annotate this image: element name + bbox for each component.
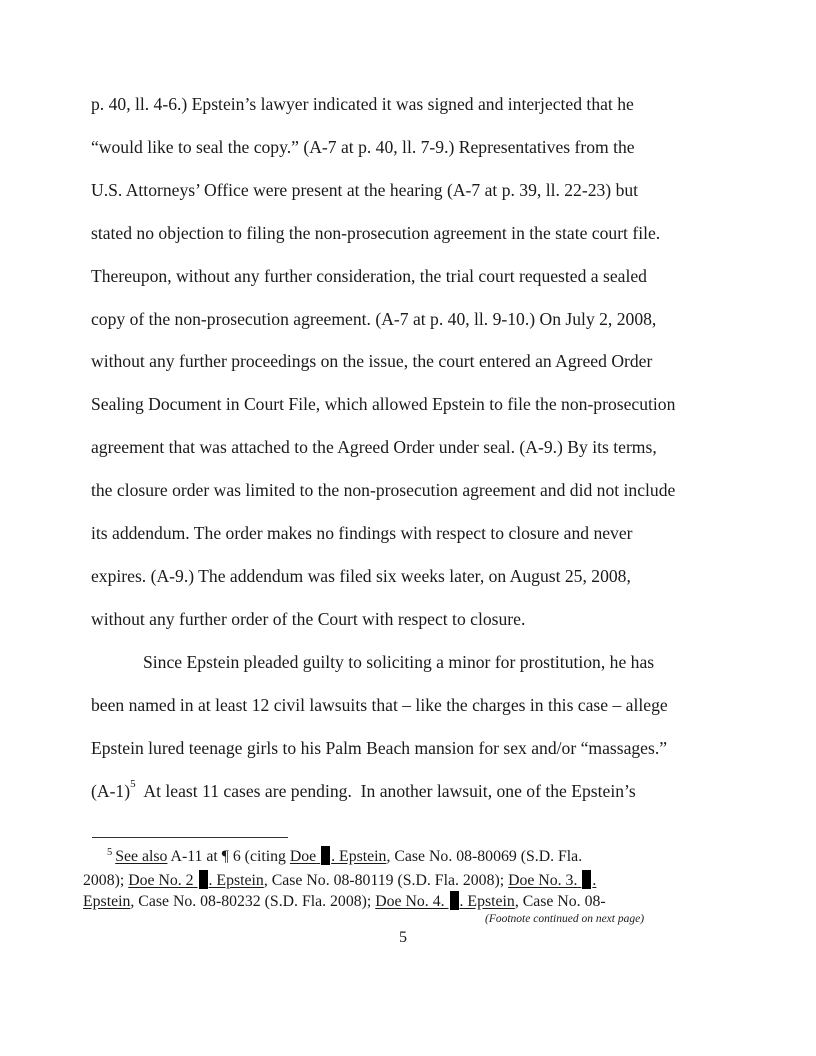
body-line: Since Epstein pleaded guilty to soliciting a minor for prostitution, he has [143, 651, 655, 672]
footnote-continued-note: (Footnote continued on next page) [485, 913, 645, 925]
redaction-bar [450, 891, 459, 910]
body-line: agreement that was attached to the Agreed Order under seal. (A-9.) By its terms, [91, 437, 657, 458]
body-line: its addendum. The order makes no findings with respect to closure and never [91, 523, 633, 544]
case-name: Epstein [83, 893, 131, 911]
redaction-bar [321, 846, 330, 865]
case-name: Doe [289, 848, 317, 865]
footnote-text: , Case No. 08-80232 (S.D. Fla. 2008); [130, 893, 376, 911]
footnote-line [83, 870, 723, 892]
case-name: . Epstein [459, 893, 515, 911]
case-doe-4 [375, 893, 515, 910]
body-line: been named in at least 12 civil lawsuits that – like the charges in this case – allege [91, 694, 668, 715]
body-line: copy of the non-prosecution agreement. (A-7 at p. 40, ll. 9-10.) On July 2, 2008, [91, 308, 657, 329]
footnote-text: , Case No. 08- [514, 893, 606, 911]
footnote-number: 5 [107, 847, 113, 858]
body-text [91, 83, 731, 812]
redaction-bar [582, 870, 591, 889]
body-line: Sealing Document in Court File, which allowed Epstein to file the non-prosecution [91, 394, 676, 415]
see-also-signal: See also [115, 848, 168, 865]
body-line: p. 40, ll. 4-6.) Epstein’s lawyer indicated it was signed and interjected that he [91, 94, 634, 114]
case-name: . Epstein [208, 871, 264, 889]
footnote-text: A-11 at ¶ 6 (citing [167, 848, 290, 865]
case-doe-1 [290, 848, 387, 865]
body-line-tail: At least 11 cases are pending. In another lawsuit, one of the Epstein’s [135, 780, 636, 801]
body-line: expires. (A-9.) The addendum was filed six weeks later, on August 25, 2008, [91, 565, 631, 586]
case-name: . Epstein [331, 848, 387, 865]
body-line-with-footnote-ref [91, 770, 731, 813]
redaction-bar [199, 870, 208, 889]
body-line: Thereupon, without any further consideration, the trial court requested a sealed [91, 265, 647, 286]
case-name: Doe No. 3. [508, 871, 578, 889]
body-line: without any further order of the Court with respect to closure. [91, 608, 526, 629]
body-line: stated no objection to filing the non-prosecution agreement in the state court file. [91, 222, 661, 243]
footnote-5 [83, 846, 723, 913]
record-citation: (A-1) [91, 780, 131, 801]
footnote-text: 2008); [83, 871, 129, 889]
case-doe-3 [508, 872, 596, 889]
footnote-text: , Case No. 08-80069 (S.D. Fla. [386, 848, 583, 865]
body-line: without any further proceedings on the issue, the court entered an Agreed Order [91, 351, 653, 372]
case-name: Doe No. 2 [128, 871, 194, 889]
footnote-divider [92, 837, 288, 838]
footnote-line [83, 846, 723, 870]
case-name: Doe No. 4. [375, 893, 445, 911]
body-line: U.S. Attorneys’ Office were present at the hearing (A-7 at p. 39, ll. 22-23) but [91, 179, 639, 200]
footnote-reference: 5 [130, 777, 136, 790]
footnote-text: , Case No. 08-80119 (S.D. Fla. 2008); [263, 871, 509, 889]
body-line: Epstein lured teenage girls to his Palm Beach mansion for sex and/or “massages.” [91, 737, 668, 758]
case-name: . [592, 871, 597, 889]
case-doe-2 [128, 872, 264, 889]
page-number: 5 [399, 929, 407, 946]
body-line: the closure order was limited to the non-prosecution agreement and did not include [91, 480, 676, 501]
footnote-line [83, 891, 723, 913]
body-line: “would like to seal the copy.” (A-7 at p. 40, ll. 7-9.) Representatives from the [91, 136, 635, 157]
